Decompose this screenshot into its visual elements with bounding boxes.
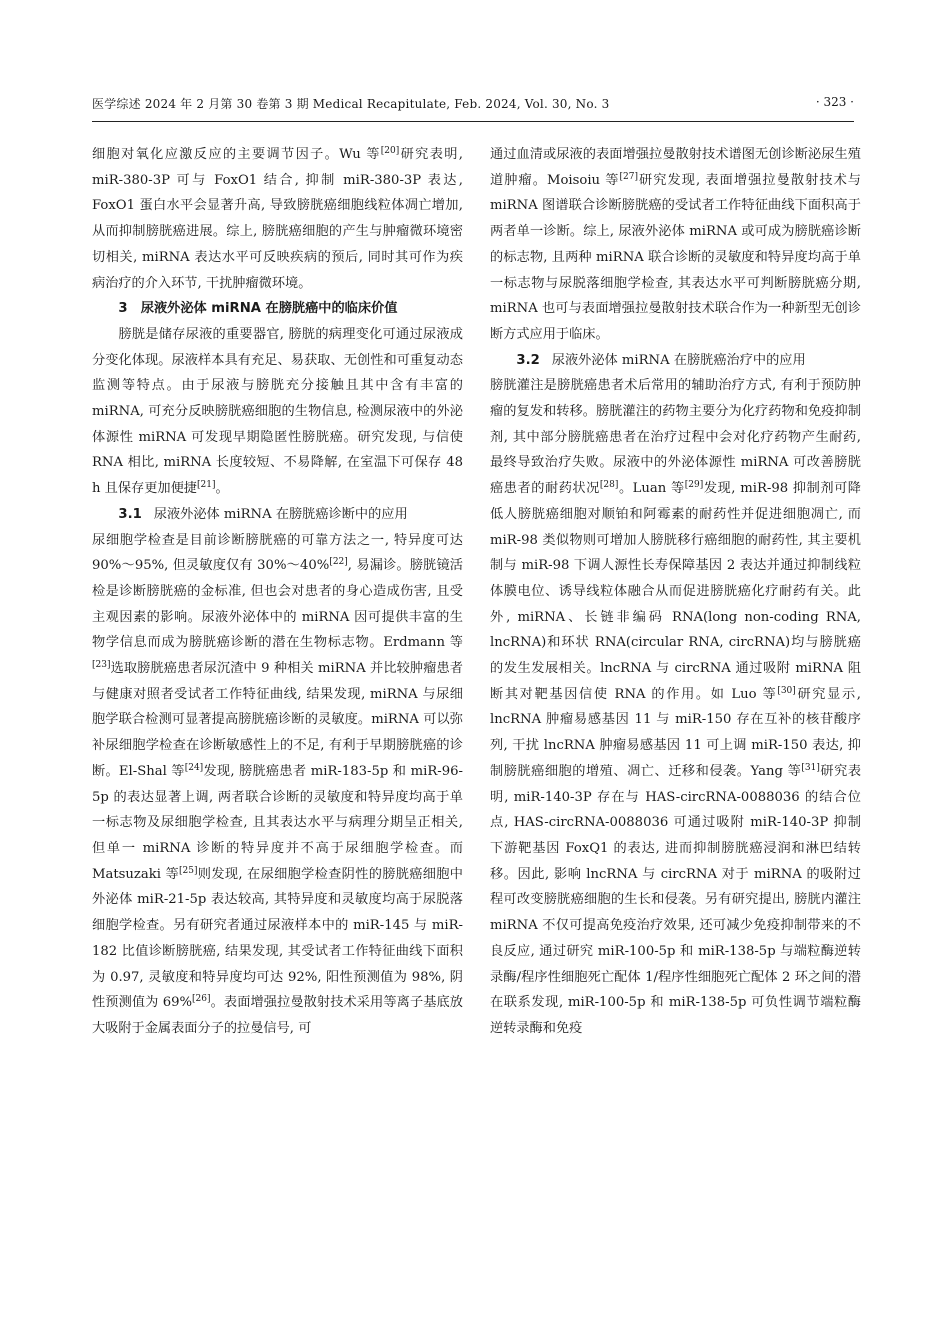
- citation-ref: [27]: [619, 171, 638, 182]
- subsection-number: 3.1: [118, 506, 142, 522]
- citation-ref: [20]: [380, 146, 400, 156]
- citation-ref: [23]: [92, 660, 111, 671]
- paragraph: 膀胱灌注是膀胱癌患者术后常用的辅助治疗方式, 有利于预防肿瘤的复发和转移。膀胱灌注的药物主要分为化疗药物和免疫抑制剂, 其中部分膀胱癌患者在治疗过程中会对化疗药物产生耐药, 最终导致治疗失败。尿液中的外泌体源性 miRNA 可改善膀胱癌患者的耐药状况[28]。Luan 等[29]发现, miR-98 抑制剂可降低人膀胱癌细胞对顺铂和阿霉素的耐药性并促进细胞凋亡, 而 miR-98 类似物则可增加人膀胱移行癌细胞的耐药性, 其主要机制与 miR-98 下调人源性长寿保障基因 2 表达并通过抑制线粒体膜电位、诱导线粒体融合从而促进膀胱癌化疗耐药有关。此外, miRNA、长链非编码 RNA(long non-coding RNA, lncRNA)和环状 RNA(circular RNA, circRNA)均与膀胱癌的发生发展相关。lncRNA 与 circRNA 通过吸附 miRNA 阻断其对靶基因信使 RNA 的作用。如 Luo 等[30]研究显示, lncRNA 肿瘤易感基因 11 与 miR-150 存在互补的核苷酸序列, 干扰 lncRNA 肿瘤易感基因 11 可上调 miR-150 表达, 抑制膀胱癌细胞的增殖、凋亡、迁移和侵袭。Yang 等[31]研究表明, miR-140-3P 存在与 HAS-circRNA-0088036 的结合位点, HAS-circRNA-0088036 可通过吸附 miR-140-3P 抑制下游靶基因 FoxQ1 的表达, 进而抑制膀胱癌浸润和淋巴结转移。因此, 影响 lncRNA 与 circRNA 对于 miRNA 的吸附过程可改变膀胱癌细胞的生长和侵袭。另有研究提出, 膀胱内灌注 miRNA 不仅可提高免疫治疗效果, 还可减少免疫抑制带来的不良反应, 通过研究 miR-100-5p 和 miR-138-5p 与端粒酶逆转录酶/程序性细胞死亡配体 1/程序性细胞死亡配体 2 环之间的潜在联系发现, miR-100-5p 和 miR-138-5p 可负性调节端粒酶逆转录酶和免疫: [490, 378, 862, 1036]
- page-number: · 323 ·: [815, 95, 854, 109]
- paragraph-continued: 通过血清或尿液的表面增强拉曼散射技术谱图无创诊断泌尿生殖道肿瘤。Moisoiu 等[27]研究发现, 表面增强拉曼散射技术与 miRNA 图谱联合诊断膀胱癌的受试者工作特征曲线下面积高于两者单一诊断。综上, 尿液外泌体 miRNA 或可成为膀胱癌诊断的标志物, 且两种 miRNA 联合诊断的灵敏度和特异度均高于单一标志物与尿脱落细胞学检查, 其表达水平可判断膀胱癌分期, miRNA 也可与表面增强拉曼散射技术联合作为一种新型无创诊断方式应用于临床。: [490, 147, 861, 342]
- citation-ref: [24]: [184, 762, 204, 773]
- section-heading-3: 3 尿液外泌体 miRNA 在膀胱癌中的临床价值: [118, 301, 398, 317]
- citation-ref: [21]: [197, 480, 216, 491]
- citation-ref: [22]: [329, 557, 348, 568]
- subsection-title: 尿液外泌体 miRNA 在膀胱癌治疗中的应用: [551, 352, 806, 368]
- left-column: [92, 142, 463, 1042]
- citation-ref: [29]: [684, 480, 704, 491]
- right-column: [490, 142, 861, 1042]
- citation-ref: [30]: [777, 685, 796, 696]
- citation-ref: [25]: [178, 865, 198, 876]
- subsection-number: 3.2: [516, 352, 540, 368]
- paragraph: 尿细胞学检查是目前诊断膀胱癌的可靠方法之一, 特异度可达 90%～95%, 但灵敏度仅有 30%～40%[22], 易漏诊。膀胱镜活检是诊断膀胱癌的金标准, 但也会对患者的身心造成伤害, 且受主观因素的影响。尿液外泌体中的 miRNA 因可提供丰富的生物学信息而成为膀胱癌诊断的潜在生物标志物。Erdmann 等[23]选取膀胱癌患者尿沉渣中 9 种相关 miRNA 并比较肿瘤患者与健康对照者受试者工作特征曲线, 结果发现, miRNA 与尿细胞学联合检测可显著提高膀胱癌诊断的灵敏度。miRNA 可以弥补尿细胞学检查在诊断敏感性上的不足, 有利于早期膀胱癌的诊断。El-Shal 等[24]发现, 膀胱癌患者 miR-183-5p 和 miR-96-5p 的表达显著上调, 两者联合诊断的灵敏度和特异度均高于单一标志物及尿细胞学检查, 且其表达水平与病理分期呈正相关, 但单一 miRNA 诊断的特异度并不高于尿细胞学检查。而 Matsuzaki 等[25]则发现, 在尿细胞学检查阴性的膀胱癌细胞中外泌体 miR-21-5p 表达较高, 其特异度和灵敏度均高于尿脱落细胞学检查。另有研究者通过尿液样本中的 miR-145 与 miR-182 比值诊断膀胱癌, 结果发现, 其受试者工作特征曲线下面积为 0.97, 灵敏度和特异度均可达 92%, 阳性预测值为 98%, 阴性预测值为 69%[26]。表面增强拉曼散射技术采用等离子基底放大吸附于金属表面分子的拉曼信号, 可: [92, 532, 463, 1036]
- running-header: [92, 95, 854, 117]
- header-rule: [92, 121, 854, 122]
- subsection-heading-3-2: [490, 348, 861, 374]
- subsection-title: 尿液外泌体 miRNA 在膀胱癌诊断中的应用: [153, 506, 408, 522]
- journal-citation: 医学综述 2024 年 2 月第 30 卷第 3 期 Medical Recapitulate, Feb. 2024, Vol. 30, No. 3: [92, 97, 610, 111]
- paragraph-continued: 细胞对氧化应激反应的主要调节因子。Wu 等[20]研究表明, miR-380-3P 可与 FoxO1 结合, 抑制 miR-380-3P 表达, FoxO1 蛋白水平会显著升高, 导致膀胱癌细胞线粒体凋亡增加, 从而抑制膀胱癌进展。综上, 膀胱癌细胞的产生与肿瘤微环境密切相关, miRNA 表达水平可反映疾病的预后, 同时其可作为疾病治疗的介入环节, 干扰肿瘤微环境。: [92, 146, 463, 291]
- citation-ref: [31]: [801, 762, 820, 773]
- citation-ref: [26]: [192, 994, 211, 1005]
- paragraph: 膀胱是储存尿液的重要器官, 膀胱的病理变化可通过尿液成分变化体现。尿液样本具有充足、易获取、无创性和可重复动态监测等特点。由于尿液与膀胱充分接触且其中含有丰富的 miRNA, 可充分反映膀胱癌细胞的生物信息, 检测尿液中的外泌体源性 miRNA 可发现早期隐匿性膀胱癌。研究发现, 与信使 RNA 相比, miRNA 长度较短、不易降解, 在室温下可保存 48 h 且保存更加便捷[21]。: [92, 326, 463, 497]
- citation-ref: [28]: [599, 480, 619, 491]
- subsection-heading-3-1: [92, 502, 463, 528]
